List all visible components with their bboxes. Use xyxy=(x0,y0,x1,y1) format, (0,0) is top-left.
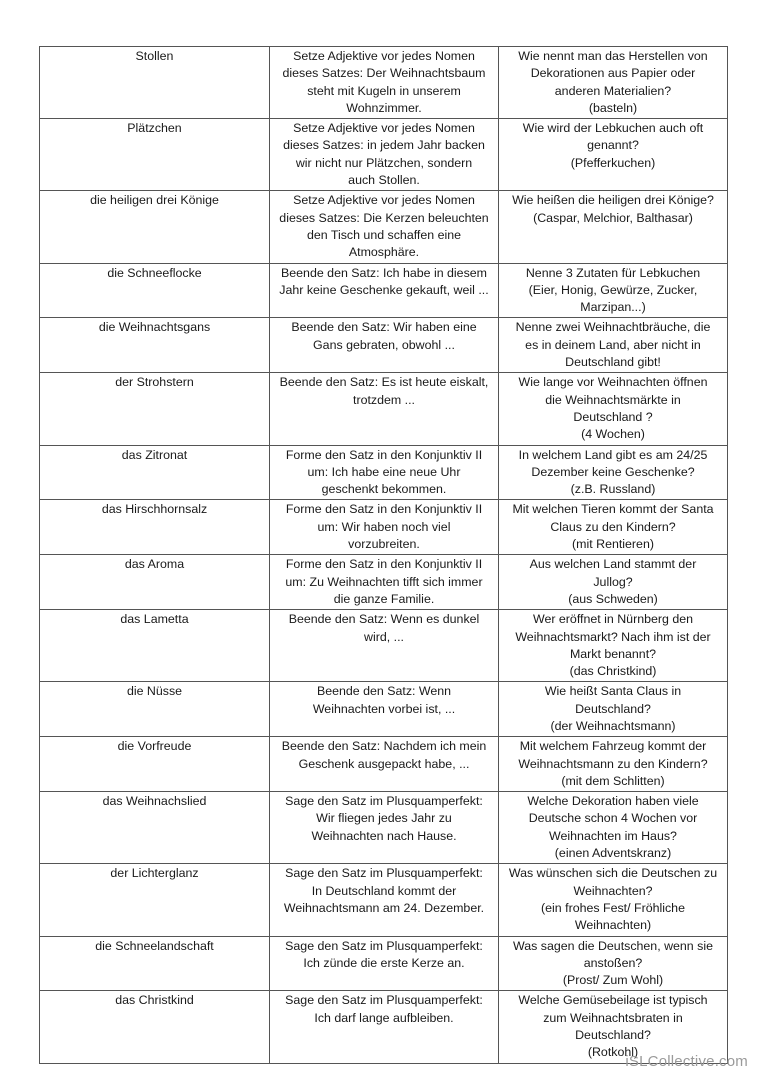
task-line: Sage den Satz im Plusquamperfekt: xyxy=(285,794,483,809)
task-cell xyxy=(270,610,499,682)
table-row xyxy=(40,373,728,445)
question-line: Was wünschen sich die Deutschen zu xyxy=(508,866,718,881)
task-line: Ich darf lange aufbleiben. xyxy=(314,1010,454,1025)
task-line: wird, ... xyxy=(364,629,404,644)
task-line: Forme den Satz in den Konjunktiv II xyxy=(285,502,483,517)
task-line: steht mit Kugeln in unserem xyxy=(307,83,461,98)
task-cell xyxy=(270,47,499,119)
task-line: Forme den Satz in den Konjunktiv II xyxy=(285,557,483,572)
question-line: Weihnachten im Haus? xyxy=(549,828,677,843)
task-line: Beende den Satz: Wenn xyxy=(316,684,452,699)
question-line: Deutschland? xyxy=(575,1028,651,1043)
task-line: Ich zünde die erste Kerze an. xyxy=(303,955,465,970)
worksheet-table xyxy=(39,46,728,1064)
question-line: Wie heißt Santa Claus in xyxy=(544,684,682,699)
question-line: anstoßen? xyxy=(583,955,643,970)
task-line: Setze Adjektive vor jedes Nomen xyxy=(293,121,475,136)
task-line: Setze Adjektive vor jedes Nomen xyxy=(293,49,475,63)
task-line: den Tisch und schaffen eine xyxy=(306,227,462,242)
question-line: genannt? xyxy=(587,138,639,153)
task-cell xyxy=(270,119,499,191)
task-line: Beende den Satz: Wir haben eine xyxy=(291,320,477,335)
question-cell xyxy=(499,792,728,864)
question-line: es in deinem Land, aber nicht in xyxy=(525,337,701,352)
table-row xyxy=(40,555,728,610)
task-line: wir nicht nur Plätzchen, sondern xyxy=(295,155,473,170)
question-line: Deutschland? xyxy=(575,701,651,716)
word-text: der Lichterglanz xyxy=(110,866,199,881)
task-line: Gans gebraten, obwohl ... xyxy=(313,337,455,352)
question-cell xyxy=(499,373,728,445)
worksheet-rows xyxy=(40,47,728,1064)
question-cell xyxy=(499,191,728,263)
word-cell xyxy=(40,555,270,610)
question-line: Nenne 3 Zutaten für Lebkuchen xyxy=(525,265,701,280)
question-line: In welchem Land gibt es am 24/25 xyxy=(518,447,708,462)
word-cell xyxy=(40,445,270,500)
task-line: Weihnachtsmann am 24. Dezember. xyxy=(283,900,485,915)
task-line: die ganze Familie. xyxy=(333,591,435,606)
task-cell xyxy=(270,373,499,445)
task-cell xyxy=(270,318,499,373)
question-line: Jullog? xyxy=(593,574,633,589)
question-line: Welche Dekoration haben viele xyxy=(527,794,699,809)
table-row xyxy=(40,682,728,737)
question-line: Mit welchem Fahrzeug kommt der xyxy=(519,739,707,754)
question-line: (mit dem Schlitten) xyxy=(561,773,665,788)
question-line: Marzipan...) xyxy=(580,300,646,315)
question-line: (der Weihnachtsmann) xyxy=(550,718,676,733)
word-text: die Nüsse xyxy=(126,684,183,699)
word-cell xyxy=(40,47,270,119)
task-line: um: Wir haben noch viel xyxy=(317,519,451,534)
question-cell xyxy=(499,263,728,318)
task-cell xyxy=(270,445,499,500)
question-line: Weihnachten) xyxy=(574,918,652,933)
question-cell xyxy=(499,500,728,555)
task-line: Beende den Satz: Wenn es dunkel xyxy=(288,612,480,627)
question-line: (das Christkind) xyxy=(569,664,657,679)
question-line: Wer eröffnet in Nürnberg den xyxy=(532,612,694,627)
question-line: (mit Rentieren) xyxy=(572,537,654,552)
question-line: Markt benannt? xyxy=(569,646,657,661)
question-line: Welche Gemüsebeilage ist typisch xyxy=(518,993,708,1008)
task-line: Wohnzimmer. xyxy=(346,100,422,115)
word-text: das Zitronat xyxy=(121,447,188,462)
task-line: Sage den Satz im Plusquamperfekt: xyxy=(285,993,483,1008)
task-line: Weihnachten vorbei ist, ... xyxy=(312,701,456,716)
task-line: Setze Adjektive vor jedes Nomen xyxy=(293,193,475,208)
task-line: Geschenk ausgepackt habe, ... xyxy=(298,756,470,771)
word-cell xyxy=(40,737,270,792)
question-cell xyxy=(499,318,728,373)
table-row xyxy=(40,47,728,119)
question-line: Wie nennt man das Herstellen von xyxy=(518,49,708,63)
task-cell xyxy=(270,991,499,1063)
task-cell xyxy=(270,682,499,737)
question-cell xyxy=(499,119,728,191)
task-line: Jahr keine Geschenke gekauft, weil ... xyxy=(279,282,489,297)
word-text: die Schneeflocke xyxy=(107,265,202,280)
word-text: Stollen xyxy=(135,49,174,63)
word-text: die Schneelandschaft xyxy=(95,938,214,953)
word-cell xyxy=(40,991,270,1063)
table-row xyxy=(40,991,728,1063)
question-line: Deutschland ? xyxy=(573,409,653,424)
question-cell xyxy=(499,47,728,119)
word-cell xyxy=(40,119,270,191)
task-line: Wir fliegen jedes Jahr zu xyxy=(316,811,452,826)
task-line: Beende den Satz: Ich habe in diesem xyxy=(281,265,487,280)
question-line: Weihnachtsmann zu den Kindern? xyxy=(518,756,708,771)
question-line: zum Weihnachtsbraten in xyxy=(543,1010,683,1025)
word-cell xyxy=(40,792,270,864)
table-row xyxy=(40,445,728,500)
question-cell xyxy=(499,936,728,991)
word-text: das Weihnachslied xyxy=(102,794,207,809)
task-line: trotzdem ... xyxy=(353,392,415,407)
question-line: Dezember keine Geschenke? xyxy=(531,464,695,479)
task-line: Atmosphäre. xyxy=(348,245,420,260)
question-cell xyxy=(499,864,728,936)
question-line: (Eier, Honig, Gewürze, Zucker, xyxy=(528,282,698,297)
word-cell xyxy=(40,682,270,737)
question-line: Was sagen die Deutschen, wenn sie xyxy=(513,938,713,953)
word-text: das Lametta xyxy=(120,612,189,627)
task-cell xyxy=(270,864,499,936)
word-cell xyxy=(40,373,270,445)
task-line: um: Ich habe eine neue Uhr xyxy=(307,464,461,479)
question-line: anderen Materialien? xyxy=(554,83,672,98)
question-line: Weihnachten? xyxy=(573,883,653,898)
question-line: Mit welchen Tieren kommt der Santa xyxy=(512,502,714,517)
question-line: Nenne zwei Weihnachtbräuche, die xyxy=(515,320,711,335)
word-cell xyxy=(40,936,270,991)
question-line: (einen Adventskranz) xyxy=(554,846,672,861)
task-cell xyxy=(270,191,499,263)
table-row xyxy=(40,792,728,864)
task-line: Beende den Satz: Es ist heute eiskalt, xyxy=(279,375,489,390)
table-row xyxy=(40,864,728,936)
question-line: (z.B. Russland) xyxy=(570,482,656,497)
task-cell xyxy=(270,263,499,318)
task-line: um: Zu Weihnachten tifft sich immer xyxy=(285,574,483,589)
task-line: auch Stollen. xyxy=(348,173,420,188)
task-cell xyxy=(270,792,499,864)
task-cell xyxy=(270,500,499,555)
question-line: (Pfefferkuchen) xyxy=(570,155,656,170)
table-row xyxy=(40,936,728,991)
question-line: die Weihnachtsmärkte in xyxy=(545,392,681,407)
question-line: Deutsche schon 4 Wochen vor xyxy=(528,811,698,826)
task-cell xyxy=(270,555,499,610)
word-cell xyxy=(40,263,270,318)
task-line: geschenkt bekommen. xyxy=(321,482,447,497)
table-row xyxy=(40,191,728,263)
question-line: (Prost/ Zum Wohl) xyxy=(562,973,664,988)
question-line: Wie lange vor Weihnachten öffnen xyxy=(518,375,708,390)
question-cell xyxy=(499,555,728,610)
question-line: (4 Wochen) xyxy=(581,427,645,442)
question-cell xyxy=(499,737,728,792)
question-cell xyxy=(499,445,728,500)
task-line: vorzubreiten. xyxy=(348,537,420,552)
question-cell xyxy=(499,682,728,737)
word-text: die heiligen drei Könige xyxy=(90,193,219,208)
table-row xyxy=(40,119,728,191)
task-cell xyxy=(270,737,499,792)
question-line: (aus Schweden) xyxy=(568,591,658,606)
word-text: das Christkind xyxy=(115,993,194,1008)
table-row xyxy=(40,737,728,792)
question-line: (basteln) xyxy=(588,100,638,115)
question-cell xyxy=(499,610,728,682)
word-cell xyxy=(40,191,270,263)
task-line: dieses Satzes: Der Weihnachtsbaum xyxy=(282,66,486,81)
word-text: das Hirschhornsalz xyxy=(101,502,208,517)
word-cell xyxy=(40,610,270,682)
task-line: Sage den Satz im Plusquamperfekt: xyxy=(285,938,483,953)
task-line: dieses Satzes: in jedem Jahr backen xyxy=(283,138,485,153)
task-line: dieses Satzes: Die Kerzen beleuchten xyxy=(279,210,489,225)
word-text: die Vorfreude xyxy=(117,739,192,754)
question-line: Wie heißen die heiligen drei Könige? xyxy=(512,193,714,208)
watermark: iSLCollective.com xyxy=(625,1053,748,1070)
word-text: das Aroma xyxy=(124,557,185,572)
word-cell xyxy=(40,318,270,373)
table-row xyxy=(40,500,728,555)
task-line: Forme den Satz in den Konjunktiv II xyxy=(285,447,483,462)
word-text: die Weihnachtsgans xyxy=(98,320,211,335)
task-line: Sage den Satz im Plusquamperfekt: xyxy=(285,866,483,881)
word-cell xyxy=(40,500,270,555)
question-line: Dekorationen aus Papier oder xyxy=(530,66,696,81)
word-text: Plätzchen xyxy=(127,121,182,136)
question-line: Weihnachtsmarkt? Nach ihm ist der xyxy=(515,629,711,644)
question-line: (ein frohes Fest/ Fröhliche xyxy=(541,900,685,915)
table-row xyxy=(40,610,728,682)
task-line: In Deutschland kommt der xyxy=(311,883,457,898)
question-line: Claus zu den Kindern? xyxy=(550,519,676,534)
question-line: Aus welchen Land stammt der xyxy=(529,557,697,572)
question-line: (Caspar, Melchior, Balthasar) xyxy=(533,210,693,225)
word-text: der Strohstern xyxy=(115,375,194,390)
question-line: Deutschland gibt! xyxy=(565,355,661,370)
table-row xyxy=(40,318,728,373)
task-line: Beende den Satz: Nachdem ich mein xyxy=(281,739,487,754)
table-row xyxy=(40,263,728,318)
task-line: Weihnachten nach Hause. xyxy=(311,828,457,843)
task-cell xyxy=(270,936,499,991)
question-line: (Rotkohl) xyxy=(587,1045,639,1060)
word-cell xyxy=(40,864,270,936)
question-line: Wie wird der Lebkuchen auch oft xyxy=(522,121,704,136)
